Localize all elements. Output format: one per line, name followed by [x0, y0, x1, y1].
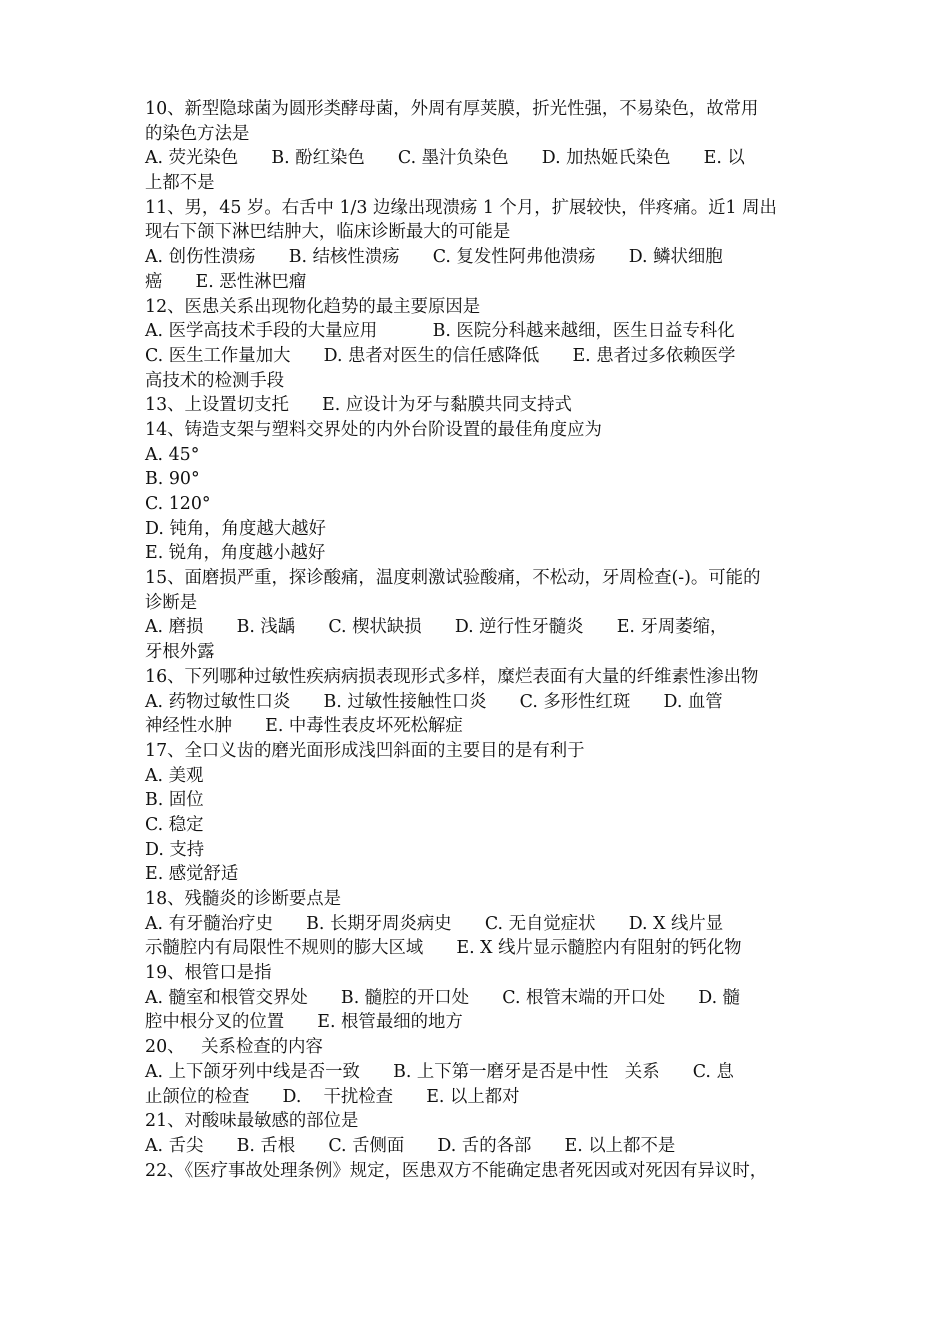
text-line: 14、铸造支架与塑料交界处的内外台阶设置的最佳角度应为 — [145, 419, 602, 440]
text-line: A. 45° — [145, 444, 200, 465]
text-line: 17、全口义齿的磨光面形成浅凹斜面的主要目的是有利于 — [145, 740, 585, 761]
text-line: 10、新型隐球菌为圆形类酵母菌，外周有厚荚膜，折光性强，不易染色，故常用 — [145, 99, 759, 119]
text-line: 15、面磨损严重，探诊酸痛，温度刺激试验酸痛，不松动，牙周检查(-)。可能的 — [145, 568, 761, 589]
text-line: 的染色方法是 — [145, 123, 250, 144]
text-line: 22、《医疗事故处理条例》规定，医患双方不能确定患者死因或对死因有异议时， — [145, 1160, 768, 1181]
text-line: 腔中根分叉的位置 E. 根管最细的地方 — [145, 1012, 463, 1033]
text-line: E. 感觉舒适 — [145, 864, 239, 885]
text-line: B. 90° — [145, 469, 200, 490]
text-line: 18、残髓炎的诊断要点是 — [145, 889, 342, 909]
text-line: 12、医患关系出现物化趋势的最主要原因是 — [145, 296, 481, 317]
text-line: 11、男，45 岁。右舌中 1/3 边缘出现溃疡 1 个月，扩展较快，伴疼痛。近1 周出 — [145, 197, 777, 218]
text-line: 止颌位的检查 D. 干扰检查 E. 以上都对 — [145, 1086, 520, 1107]
text-line: D. 钝角，角度越大越好 — [145, 518, 326, 539]
text-line: A. 医学高技术手段的大量应用 B. 医院分科越来越细，医生日益专科化 — [145, 321, 735, 342]
text-line: B. 固位 — [145, 790, 204, 811]
text-line: 21、对酸味最敏感的部位是 — [145, 1111, 359, 1132]
text-line: A. 舌尖 B. 舌根 C. 舌侧面 D. 舌的各部 E. 以上都不是 — [145, 1135, 676, 1156]
text-line: 牙根外露 — [145, 642, 215, 663]
text-line: A. 上下颌牙列中线是否一致 B. 上下第一磨牙是否是中性 关系 C. 息 — [145, 1061, 734, 1082]
text-line: 上都不是 — [145, 173, 215, 194]
text-line: A. 磨损 B. 浅龋 C. 楔状缺损 D. 逆行性牙髓炎 E. 牙周萎缩， — [145, 617, 728, 638]
text-line: C. 医生工作量加大 D. 患者对医生的信任感降低 E. 患者过多依赖医学 — [145, 345, 736, 366]
text-line — [145, 1183, 817, 1208]
text-line: 20、 关系检查的内容 — [145, 1037, 323, 1058]
text-line: 16、下列哪种过敏性疾病病损表现形式多样，糜烂表面有大量的纤维素性渗出物 — [145, 666, 759, 687]
text-line: A. 荧光染色 B. 酚红染色 C. 墨汁负染色 D. 加热姬氏染色 E. 以 — [145, 148, 745, 169]
text-line: C. 120° — [145, 494, 211, 514]
text-line: A. 美观 — [145, 765, 204, 786]
text-line: E. 锐角，角度越小越好 — [145, 543, 326, 564]
document-body — [145, 97, 817, 1208]
text-line: A. 髓室和根管交界处 B. 髓腔的开口处 C. 根管末端的开口处 D. 髓 — [145, 987, 741, 1008]
text-line: C. 稳定 — [145, 814, 204, 835]
text-line: 19、根管口是指 — [145, 963, 272, 984]
text-line: A. 药物过敏性口炎 B. 过敏性接触性口炎 C. 多形性红斑 D. 血管 — [145, 691, 723, 712]
text-line: 神经性水肿 E. 中毒性表皮坏死松解症 — [145, 716, 463, 737]
text-line: 示髓腔内有局限性不规则的膨大区域 E. X 线片显示髓腔内有阻射的钙化物 — [145, 938, 742, 959]
text-line: A. 创伤性溃疡 B. 结核性溃疡 C. 复发性阿弗他溃疡 D. 鳞状细胞 — [145, 247, 723, 268]
text-line: A. 有牙髓治疗史 B. 长期牙周炎病史 C. 无自觉症状 D. X 线片显 — [145, 913, 724, 934]
text-line: 现右下颌下淋巴结肿大，临床诊断最大的可能是 — [145, 222, 511, 243]
text-line: 13、上设置切支托 E. 应设计为牙与黏膜共同支持式 — [145, 395, 572, 416]
text-line: D. 支持 — [145, 839, 205, 860]
text-line: 癌 E. 恶性淋巴瘤 — [145, 271, 307, 292]
text-line: 高技术的检测手段 — [145, 370, 285, 391]
text-line: 诊断是 — [145, 592, 198, 613]
